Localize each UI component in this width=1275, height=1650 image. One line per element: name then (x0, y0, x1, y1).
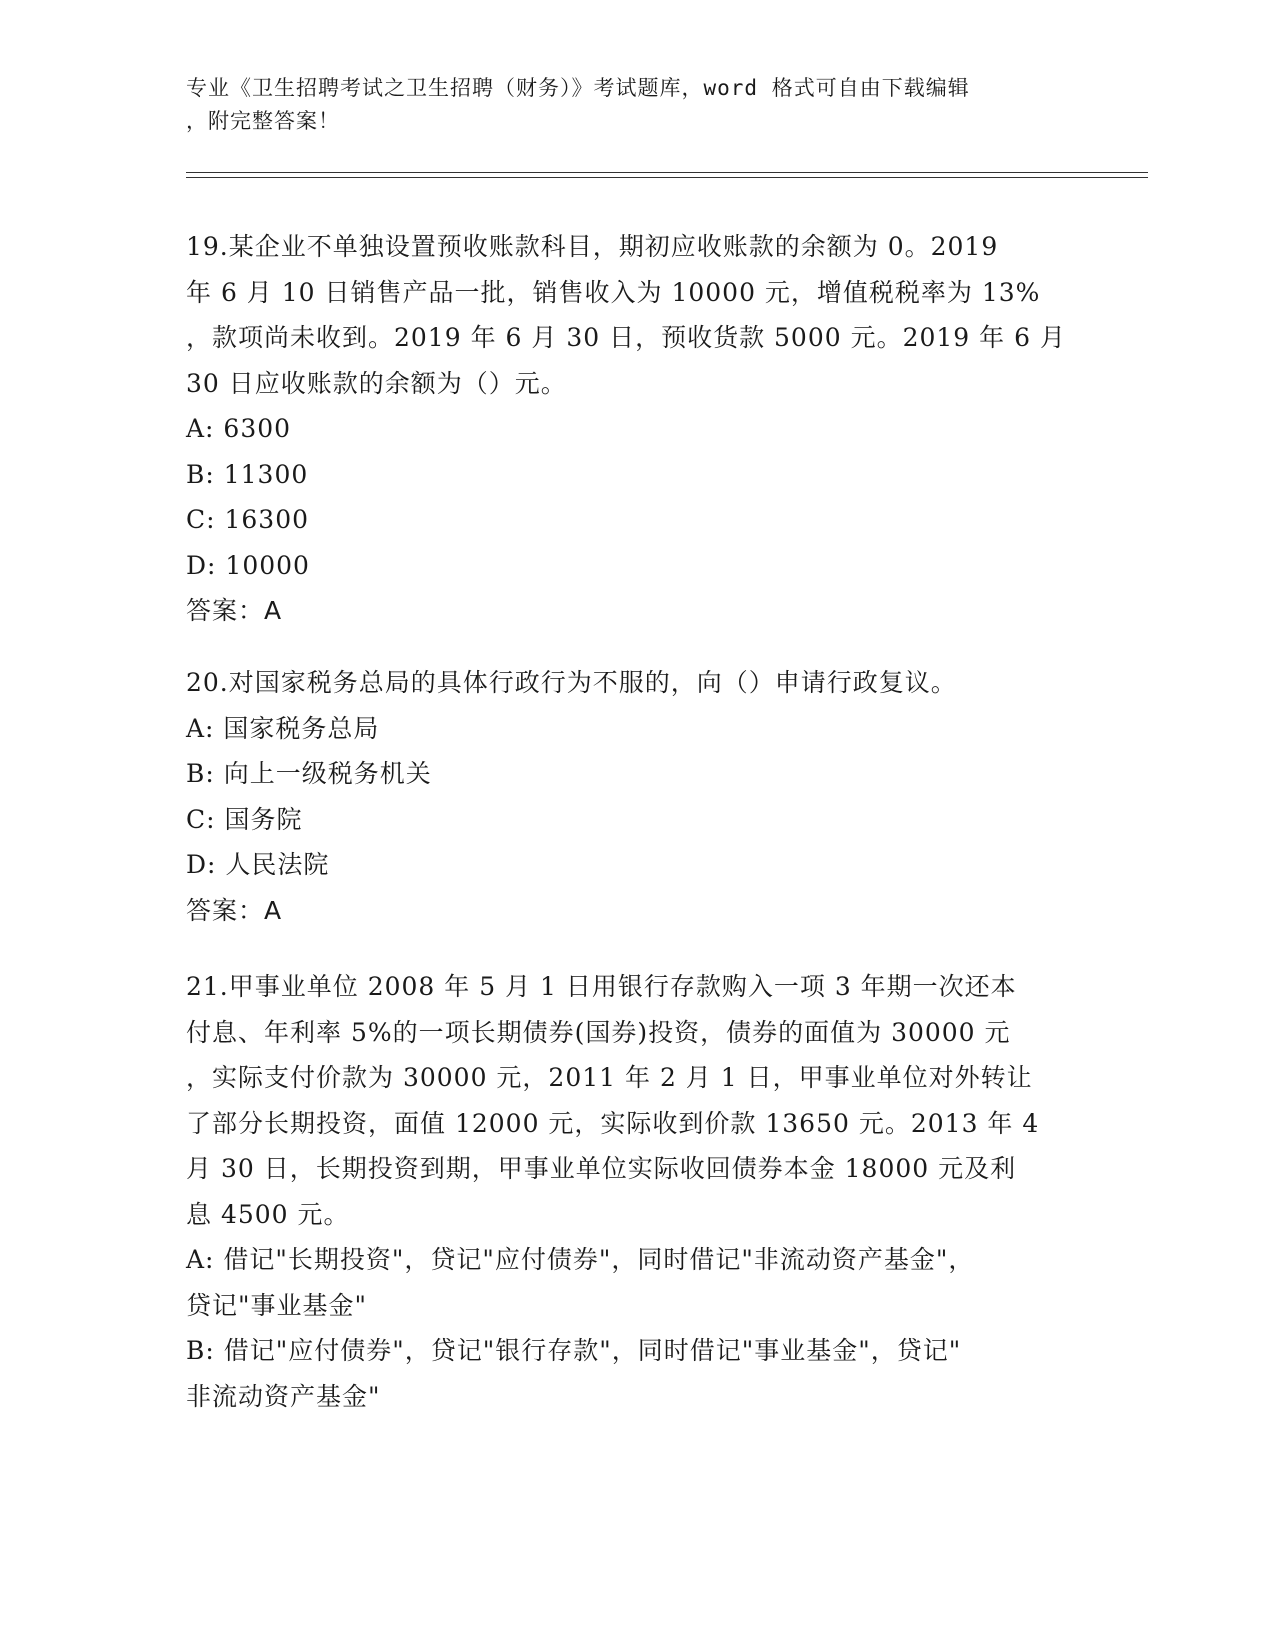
option-c: C: 国务院 (186, 804, 303, 834)
question-stem (186, 964, 1066, 1237)
option-line: B: 借记"应付债券"，贷记"银行存款"，同时借记"事业基金"，贷记" (186, 1336, 962, 1365)
option-c: C: 16300 (186, 505, 310, 534)
header-line-1: 专业《卫生招聘考试之卫生招聘（财务）》考试题库，word 格式可自由下载编辑 (186, 76, 970, 100)
option-line: 非流动资产基金" (186, 1381, 381, 1411)
stem-line: 21.甲事业单位 2008 年 5 月 1 日用银行存款购入一项 3 年期一次还本 (186, 972, 1017, 1001)
option-a: A: 6300 (186, 414, 292, 443)
stem-line: 年 6 月 10 日销售产品一批，销售收入为 10000 元，增值税税率为 13% (186, 277, 1041, 307)
question-21 (186, 964, 1066, 1419)
option-b: B: 11300 (186, 459, 309, 489)
answer: 答案：A (186, 895, 283, 925)
stem-line: 了部分长期投资，面值 12000 元，实际收到价款 13650 元。2013 年 4 (186, 1108, 1040, 1138)
stem-line: ，实际支付价款为 30000 元，2011 年 2 月 1 日，甲事业单位对外转让 (186, 1063, 1033, 1092)
answer: 答案：A (186, 596, 283, 625)
question-19 (186, 224, 1066, 634)
option-b (186, 1328, 1066, 1419)
header-rule-top (186, 172, 1148, 173)
stem-line: 30 日应收账款的余额为（）元。 (186, 368, 567, 398)
stem-line: ，款项尚未收到。2019 年 6 月 30 日，预收货款 5000 元。2019 年 6 月 (186, 323, 1066, 352)
header-rule-bottom (186, 177, 1148, 178)
question-stem (186, 660, 1066, 706)
option-a: A: 国家税务总局 (186, 713, 380, 743)
header-line-2: ，附完整答案！ (186, 109, 340, 133)
option-d: D: 人民法院 (186, 850, 330, 879)
option-b: B: 向上一级税务机关 (186, 759, 432, 788)
option-line: A: 借记"长期投资"，贷记"应付债券"，同时借记"非流动资产基金"， (186, 1245, 975, 1274)
stem-line: 20.对国家税务总局的具体行政行为不服的，向（）申请行政复议。 (186, 668, 957, 697)
question-stem (186, 224, 1066, 406)
stem-line: 19.某企业不单独设置预收账款科目，期初应收账款的余额为 0。2019 (186, 232, 999, 261)
question-20 (186, 660, 1066, 933)
option-d: D: 10000 (186, 550, 310, 580)
option-line: 贷记"事业基金" (186, 1290, 367, 1320)
stem-line: 付息、年利率 5%的一项长期债券(国券)投资，债券的面值为 30000 元 (186, 1017, 1011, 1047)
document-header (186, 72, 1066, 138)
stem-line: 息 4500 元。 (186, 1199, 350, 1229)
option-a (186, 1237, 1066, 1328)
stem-line: 月 30 日，长期投资到期，甲事业单位实际收回债券本金 18000 元及利 (186, 1154, 1017, 1183)
